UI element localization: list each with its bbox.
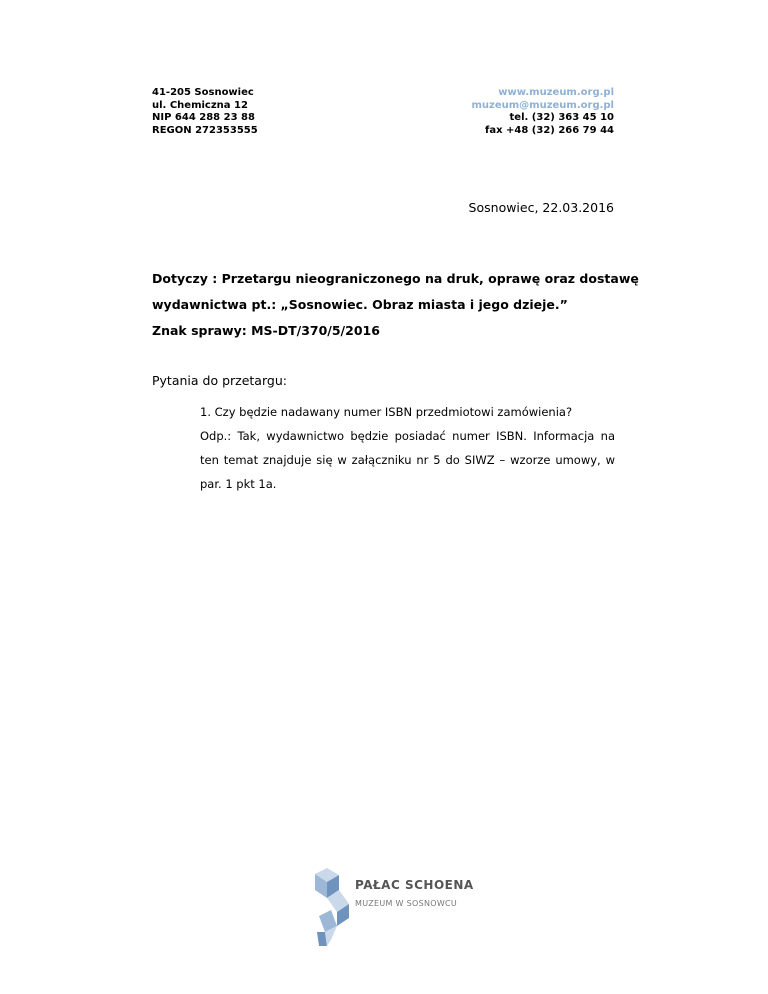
- subject-block: [152, 266, 639, 344]
- phone-number: tel. (32) 363 45 10: [509, 112, 614, 123]
- logo-title: PAŁAC SCHOENA: [355, 878, 474, 892]
- contact-block: [471, 87, 614, 137]
- subject-line-1: Dotyczy : Przetargu nieograniczonego na druk, oprawę oraz dostawę: [152, 271, 639, 286]
- regon-number: REGON 272353555: [152, 124, 258, 136]
- nip-number: NIP 644 288 23 88: [152, 112, 255, 123]
- website-link[interactable]: www.muzeum.org.pl: [498, 87, 614, 98]
- postal-code-city: 41-205 Sosnowiec: [152, 87, 254, 98]
- fax-number: fax +48 (32) 266 79 44: [484, 124, 614, 136]
- email-link[interactable]: muzeum@muzeum.org.pl: [471, 99, 614, 111]
- questions-heading: Pytania do przetargu:: [152, 373, 287, 388]
- street-address: ul. Chemiczna 12: [152, 99, 248, 111]
- answer-1: Odp.: Tak, wydawnictwo będzie posiadać numer ISBN. Informacja na ten temat znajduje się w załączniku nr 5 do SIWZ – wzorze umowy, w par. 1 pkt 1a.: [200, 429, 615, 491]
- palace-logo-icon: [305, 868, 353, 946]
- logo-subtitle: MUZEUM W SOSNOWCU: [355, 899, 458, 908]
- question-1: 1. Czy będzie nadawany numer ISBN przedmiotowi zamówienia?: [200, 405, 573, 419]
- museum-logo: [305, 868, 475, 948]
- sender-address-block: [152, 87, 258, 137]
- subject-line-2: wydawnictwa pt.: „Sosnowiec. Obraz miasta i jego dzieje.”: [152, 297, 568, 312]
- question-answer-block: [200, 400, 615, 496]
- letter-date: Sosnowiec, 22.03.2016: [468, 200, 614, 215]
- case-reference: Znak sprawy: MS-DT/370/5/2016: [152, 323, 380, 338]
